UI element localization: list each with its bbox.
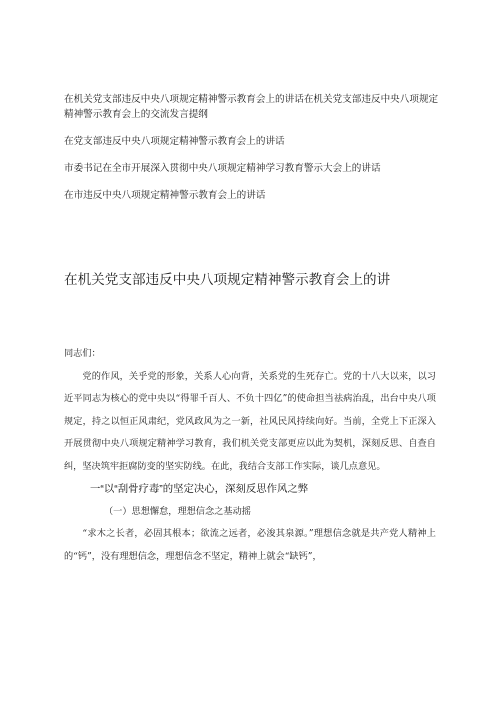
document-body [64,343,436,568]
toc-item-1[interactable]: 在机关党支部违反中央八项规定精神警示教育会上的讲话在机关党支部违反中央八项规定精神警示教育会上的交流发言提纲 [64,94,439,120]
document-title: 在机关党支部违反中央八项规定精神警示教育会上的讲 [64,272,391,287]
subsection-heading: （一）思想懈怠，理想信念之基动摇 [104,505,251,517]
section-heading: 一“以“刮骨疗毒”的坚定决心，深刻反思作风之弊 [90,483,309,495]
greeting: 同志们： [64,348,101,359]
paragraph-body: “求木之长者，必固其根本；欲流之远者，必浚其泉源。”理想信念就是共产党人精神上的“钙”，没有理想信念，理想信念不坚定，精神上就会“缺钙”， [64,528,436,562]
paragraph-intro: 党的作风，关乎党的形象，关系人心向背，关系党的生死存亡。党的十八大以来，以习近平同志为核心的党中央以“得罪千百人、不负十四亿”的使命担当祛病治乱，出台中央八项规定，持之以恒正风肃纪，党风政风为之一新，社风民风持续向好。当前，全党上下正深入开展贯彻中央八项规定精神学习教育，我们机关党支部更应以此为契机，深刻反思、自查自纠，坚决筑牢拒腐防变的坚实防线。在此，我结合支部工作实际，谈几点意见。 [64,370,436,472]
table-of-contents [64,92,444,215]
toc-item-4[interactable]: 在市违反中央八项规定精神警示教育会上的讲话 [64,190,266,201]
toc-item-2[interactable]: 在党支部违反中央八项规定精神警示教育会上的讲话 [64,136,285,147]
toc-item-3[interactable]: 市委书记在全市开展深入贯彻中央八项规定精神学习教育警示大会上的讲话 [64,163,381,174]
